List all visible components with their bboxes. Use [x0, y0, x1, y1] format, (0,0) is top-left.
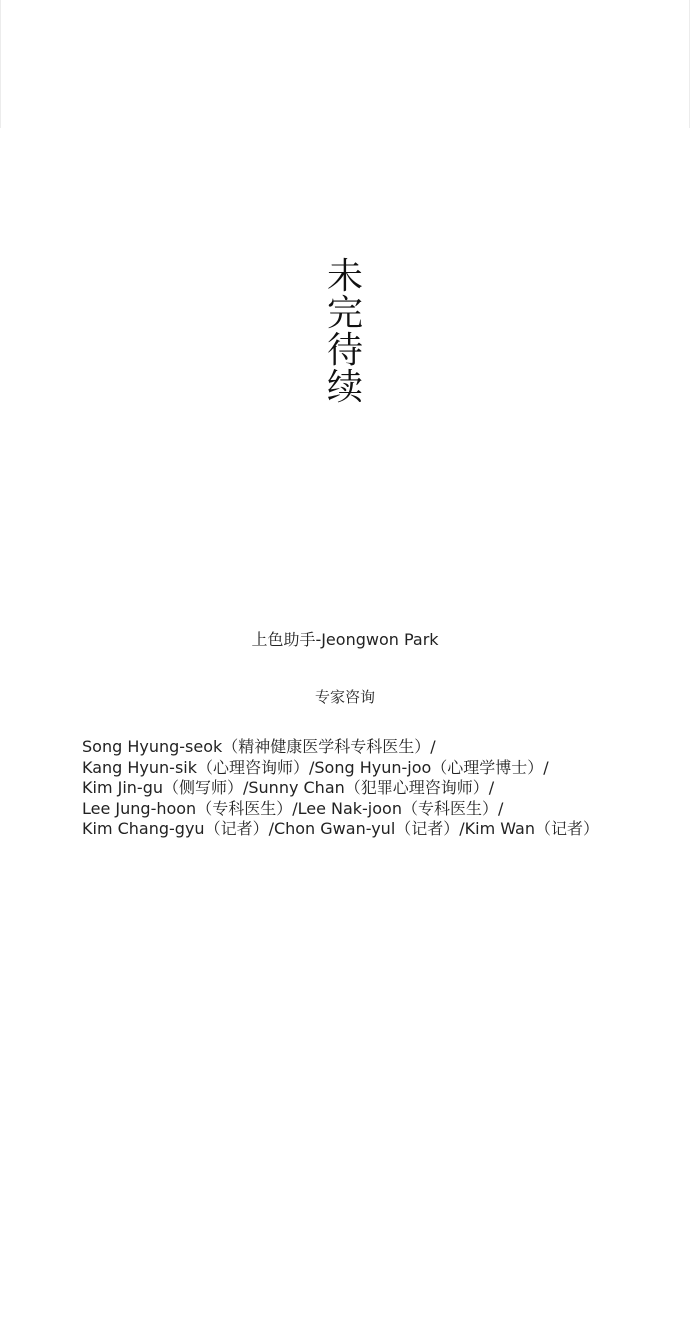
top-panel: [0, 0, 690, 128]
continued-char: 待: [326, 330, 363, 371]
credit-line: Kang Hyun-sik（心理咨询师）/Song Hyun-joo（心理学博士）/: [82, 757, 549, 777]
coloring-assistant-credit: 上色助手-Jeongwon Park: [251, 630, 439, 649]
expert-consultation-title: 专家咨询: [314, 688, 375, 706]
credit-line: Kim Chang-gyu（记者）/Chon Gwan-yul（记者）/Kim Wan（记者）: [82, 819, 600, 838]
to-be-continued-text: [0, 258, 690, 406]
credit-line: Song Hyung-seok（精神健康医学科专科医生）/: [82, 737, 436, 756]
continued-char: 未: [326, 256, 363, 297]
credit-line: Lee Jung-hoon（专科医生）/Lee Nak-joon（专科医生）/: [82, 798, 504, 818]
continued-char: 续: [326, 367, 363, 408]
expert-consultation-credits: [82, 737, 642, 840]
continued-char: 完: [326, 293, 363, 334]
credit-line: Kim Jin-gu（侧写师）/Sunny Chan（犯罪心理咨询师）/: [82, 778, 495, 797]
